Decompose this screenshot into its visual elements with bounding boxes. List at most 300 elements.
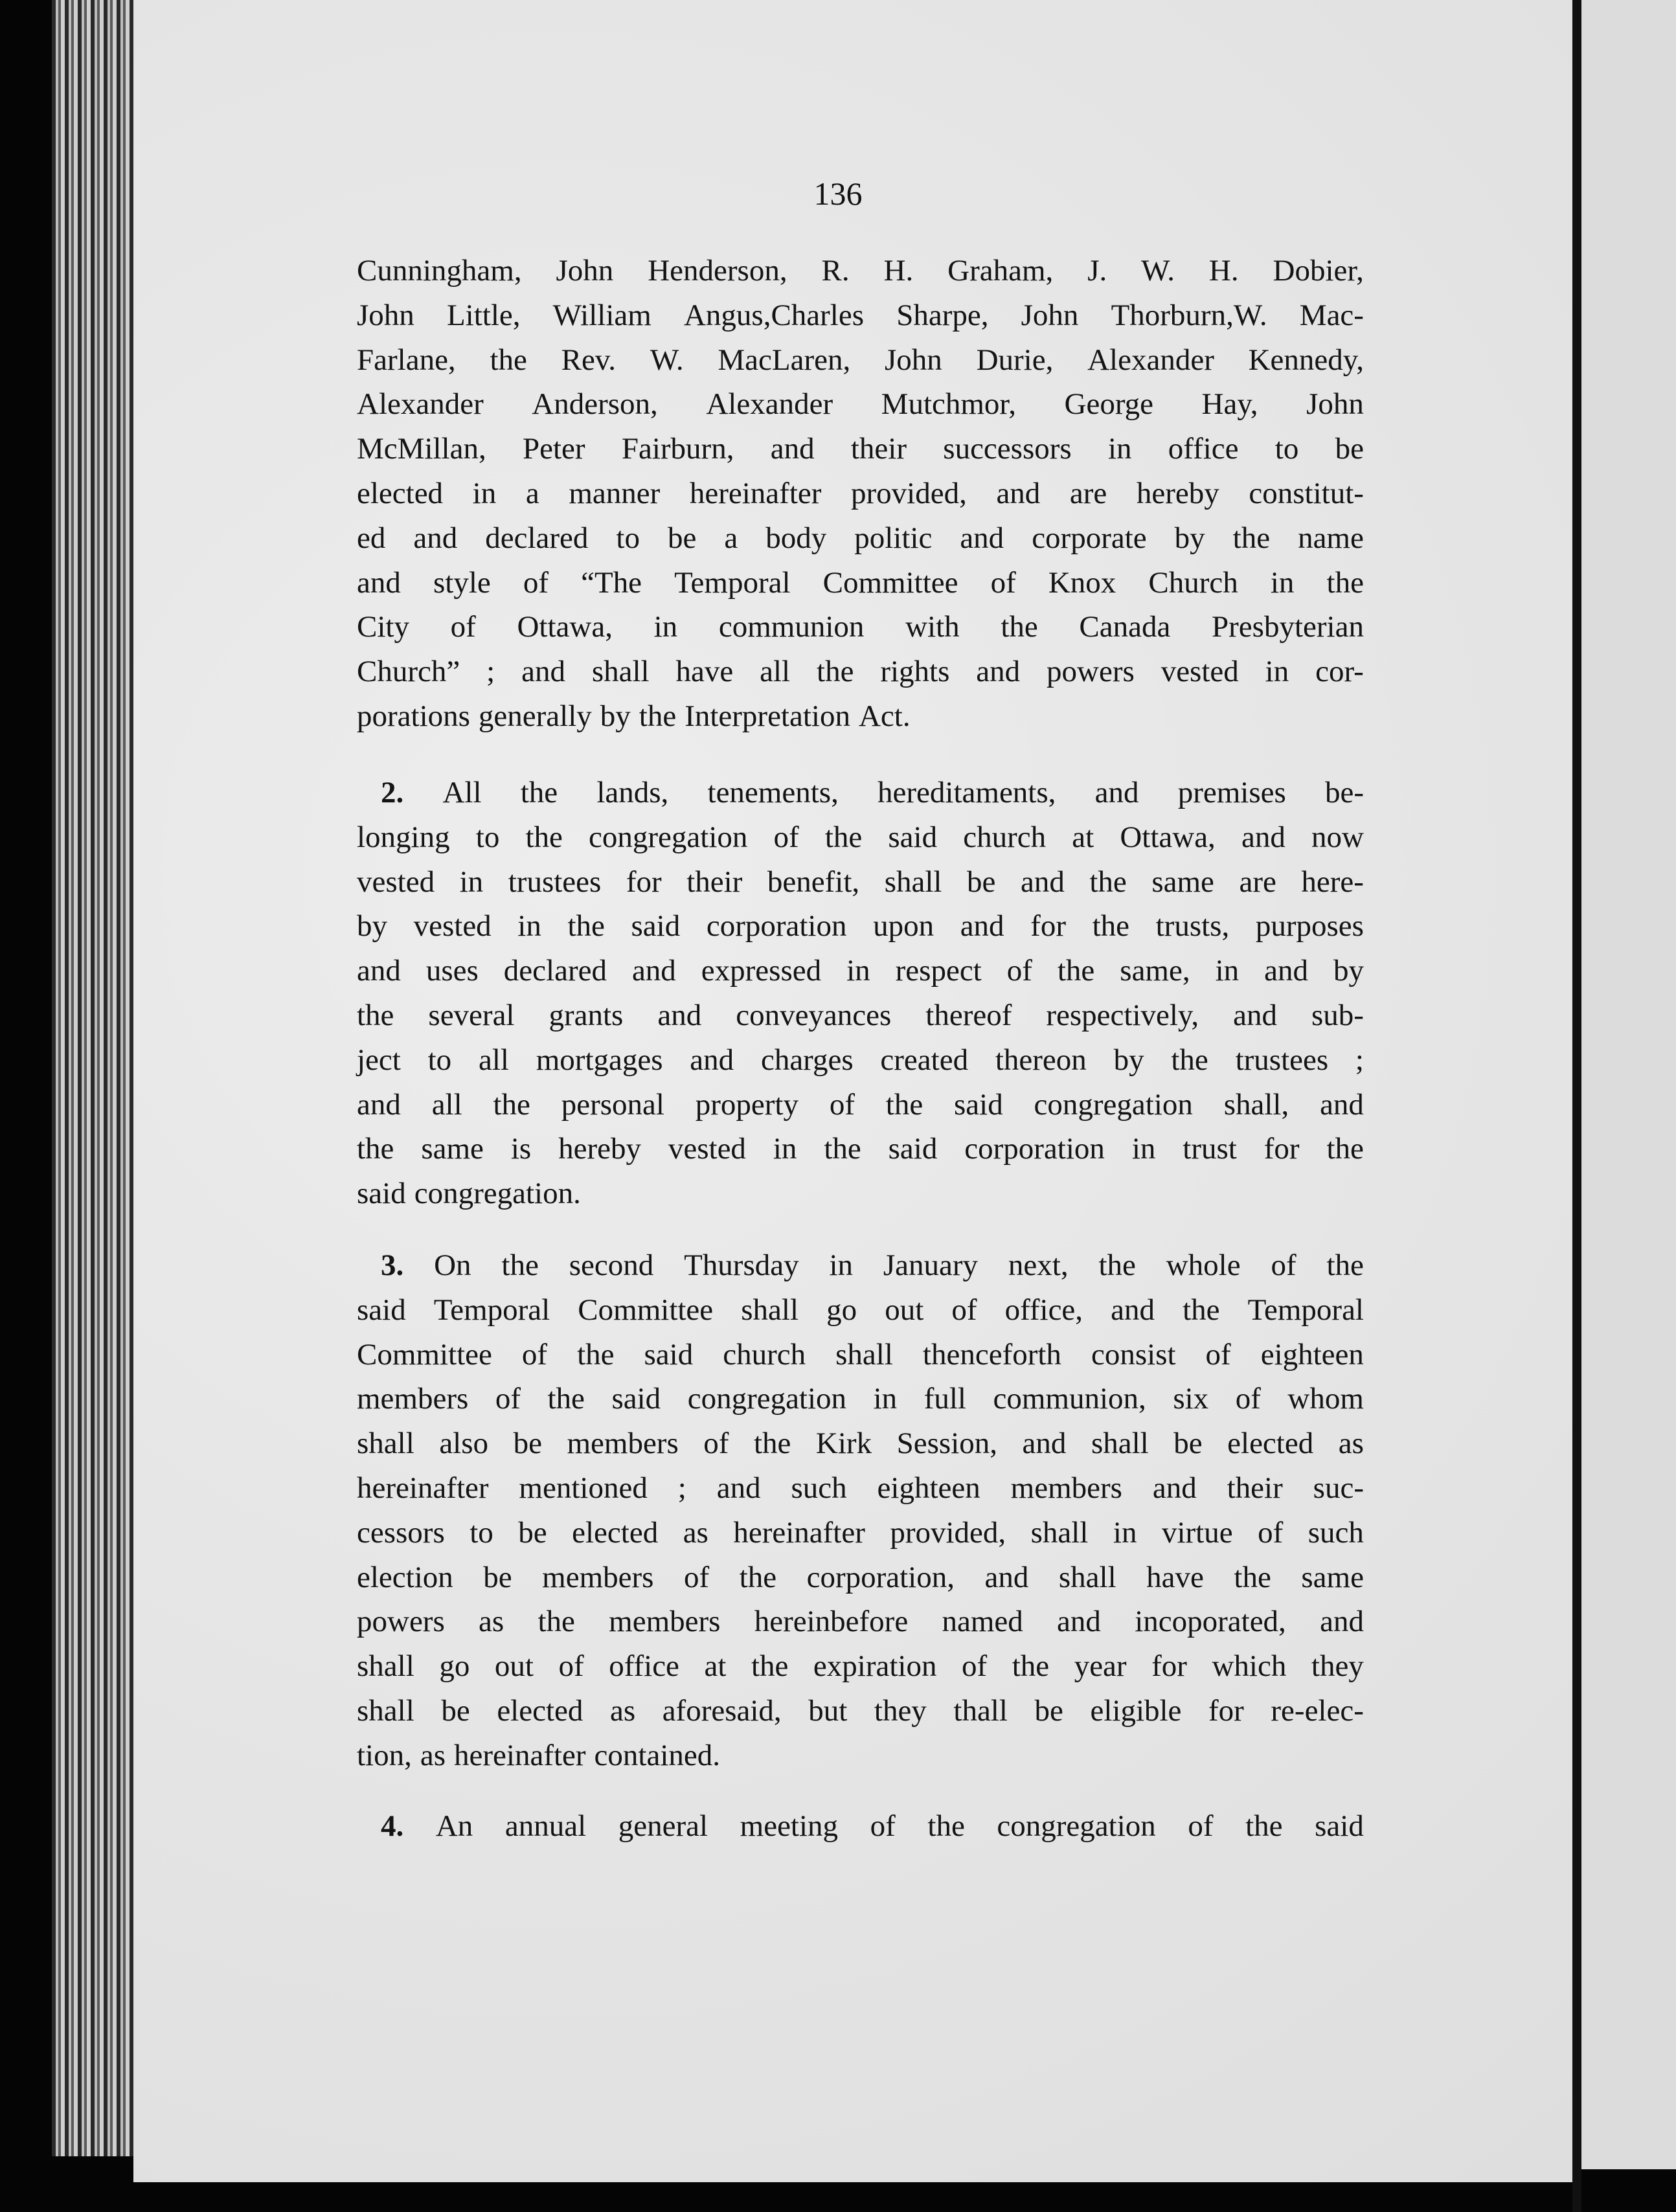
text-line [357,993,1364,1038]
word: elected [572,1515,659,1550]
word: of [523,565,549,600]
word: the [501,1248,539,1282]
word: ; [486,655,495,689]
word: powers [357,1605,445,1639]
word: style [433,565,491,600]
word: congregation [1034,1087,1193,1122]
word: said [888,1132,938,1166]
word: personal [561,1087,664,1122]
word: R. [821,254,850,288]
word: out [885,1292,924,1327]
word: and [357,565,401,600]
word: by [1333,954,1364,988]
facing-page-edge [1581,0,1676,2169]
word: members [542,1560,654,1594]
word: Rev. [561,343,617,377]
word: Mac- [1299,298,1364,332]
word: vested [357,864,435,899]
word: the [824,820,863,854]
word: Durie, [976,343,1054,377]
word: in [1215,954,1240,988]
word: the [1232,521,1271,555]
word: successors [943,432,1072,466]
word: for [1263,1132,1300,1166]
word: name [1298,521,1364,555]
text-line [357,1377,1364,1421]
word: Henderson, [648,254,787,288]
word: Ottawa, [1120,820,1216,854]
word: vested [413,909,492,943]
word: hereinafter [689,476,822,510]
word: Little, [446,298,521,332]
word: J. [1087,254,1107,288]
text-line [357,561,1364,605]
word: and [631,954,676,988]
word: for [1151,1649,1187,1684]
word: and [690,1043,734,1077]
word: as [420,1738,446,1772]
word: congregation. [414,1177,581,1211]
word: at [1072,820,1094,854]
word: in [829,1248,854,1282]
word: corporation, [806,1560,955,1594]
word: and [770,432,815,466]
word: and [1111,1292,1155,1327]
text-line [357,1038,1364,1083]
word: Mutchmor, [881,387,1016,422]
word: shall [1058,1560,1116,1594]
word: but [808,1693,848,1728]
word: shall [835,1337,893,1371]
word: same [421,1132,484,1166]
word: Church” [357,655,460,689]
paragraph-2 [357,771,1364,1216]
word: be [1173,1427,1203,1461]
word: go [439,1649,470,1684]
word: Angus,Charles [683,298,865,332]
word: of [558,1649,584,1684]
text-line [357,1804,1364,1849]
word: provided, [890,1515,1006,1550]
word: expiration [813,1649,937,1684]
word: said [357,1177,406,1211]
word: whom [1287,1382,1364,1416]
word: church [963,820,1047,854]
word: meeting [740,1809,839,1843]
text-line [357,1466,1364,1511]
word: such [791,1471,847,1505]
word: and [1320,1605,1364,1639]
word: corporation [964,1132,1105,1166]
word: and [1152,1471,1197,1505]
text-line [357,1511,1364,1555]
word: be [518,1515,547,1550]
word: On [434,1248,471,1282]
word: politic [854,521,933,555]
word: vested [1161,655,1239,689]
word: as [1338,1427,1364,1461]
word: out [494,1649,534,1684]
word: office [1168,432,1239,466]
word: cessors [357,1515,445,1550]
word: John [357,298,414,332]
word: same [1301,1560,1364,1594]
word: Interpretation [685,699,850,733]
word: they [1311,1649,1364,1684]
text-line [357,1689,1364,1733]
word: incoporated, [1135,1605,1286,1639]
word: Hay, [1201,387,1258,422]
word: Committee [357,1337,492,1371]
text-line [357,471,1364,516]
word: MacLaren, [718,343,851,377]
word: are [1069,476,1107,510]
word: and [657,998,702,1032]
word: ; [1355,1043,1364,1077]
word: members [357,1382,469,1416]
word: the [357,998,394,1032]
section-number: 3. [381,1248,404,1282]
word: and [1264,954,1309,988]
text-line [357,1083,1364,1127]
word: election [357,1560,453,1594]
word: Alexander [357,387,484,422]
text-line [357,1733,1364,1778]
word: which [1212,1649,1287,1684]
text-line [357,293,1364,338]
word: the [927,1809,965,1843]
word: next, [1008,1248,1069,1282]
word: in [1131,1132,1156,1166]
word: uses [425,954,479,988]
word: and [716,1471,761,1505]
word: the [1092,909,1130,943]
word: communion, [993,1382,1146,1416]
word: tenements, [707,776,839,809]
word: is [510,1132,532,1166]
word: go [826,1292,857,1327]
word: the [1326,565,1364,600]
word: the [817,655,854,689]
word: Peter [523,432,585,466]
word: ed [357,521,386,555]
word: the [577,1337,615,1371]
word: the [490,343,527,377]
word: John [885,343,942,377]
word: “The [581,565,642,600]
word: and [976,655,1021,689]
word: thereof [925,998,1012,1032]
word: ; [677,1471,686,1505]
word: of [683,1560,710,1594]
word: shall [357,1427,414,1461]
word: church [723,1337,806,1371]
word: hereinafter [357,1471,489,1505]
word: in [846,954,870,988]
word: all [760,655,791,689]
word: Alexander [706,387,833,422]
word: of [1006,954,1032,988]
word: shall [591,655,650,689]
word: and [960,521,1004,555]
word: of [990,565,1016,600]
word: of [495,1382,521,1416]
word: of [1205,1337,1231,1371]
word: aforesaid, [662,1693,782,1728]
word: the [1089,864,1127,899]
text-line [357,1599,1364,1644]
word: of [1235,1382,1261,1416]
word: created [880,1043,969,1077]
word: in [1107,432,1132,466]
word: members [567,1427,679,1461]
word: the [885,1087,923,1122]
word: eighteen [877,1471,980,1505]
word: trustees [1235,1043,1329,1077]
word: their [686,864,743,899]
word: in [1113,1515,1137,1550]
word: elected [1227,1427,1314,1461]
word: John [556,254,614,288]
word: said [644,1337,694,1371]
word: for [1030,909,1066,943]
word: to [475,820,500,854]
text-line [357,1171,1364,1216]
word: conveyances [736,998,892,1032]
word: the [751,1649,789,1684]
word: at [704,1649,727,1684]
word: hereinafter [454,1738,586,1772]
word: be- [1324,776,1364,809]
word: Dobier, [1273,254,1364,288]
word: and [357,1087,401,1122]
word: eighteen [1260,1337,1364,1371]
word: to [470,1515,493,1550]
word: said [611,1382,661,1416]
word: constitut- [1249,476,1364,510]
text-line [357,1421,1364,1466]
word: generally [478,699,592,733]
word: their [850,432,907,466]
word: same, [1120,954,1190,988]
word: in [1270,565,1295,600]
paragraph-4 [357,1804,1364,1849]
word: rights [880,655,950,689]
word: have [675,655,734,689]
word: the [1245,1809,1283,1843]
text-line [357,1127,1364,1171]
word: the [1001,610,1038,644]
word: of [450,610,476,644]
word: and [1320,1087,1364,1122]
word: sub- [1311,998,1364,1032]
word: of [870,1809,896,1843]
word: elected [497,1693,583,1728]
word: porations [357,699,470,733]
word: in [459,864,484,899]
word: be [1335,432,1364,466]
word: lands, [596,776,669,809]
word: corporation [706,909,847,943]
word: Alexander [1087,343,1214,377]
text-line [357,382,1364,427]
word: in [472,476,497,510]
text-line [357,427,1364,471]
word: six [1173,1382,1209,1416]
word: the [1171,1043,1208,1077]
word: of [1188,1809,1214,1843]
word: congregation [589,820,748,854]
word: Cunningham, [357,254,522,288]
word: John [1021,298,1079,332]
word: full [923,1382,966,1416]
word: virtue [1161,1515,1233,1550]
word: said [357,1292,406,1327]
word: hereby [558,1132,641,1166]
word: January [883,1248,979,1282]
word: Committee [822,565,958,600]
word: and [960,909,1004,943]
text-line [357,605,1364,649]
word: manner [569,476,661,510]
word: Sharpe, [896,298,989,332]
word: premises [1177,776,1286,809]
paragraph-1 [357,249,1364,739]
word: be [513,1427,542,1461]
word: William [552,298,651,332]
word: and [1022,1427,1067,1461]
book-page-edges [52,0,136,2156]
text-line [357,649,1364,694]
word: McMillan, [357,432,486,466]
word: shall [884,864,942,899]
word: Ottawa, [517,610,613,644]
word: hereinbefore [754,1605,909,1639]
word: and [1233,998,1277,1032]
word: in [653,610,678,644]
word: provided, [851,476,967,510]
word: An [435,1809,473,1843]
word: Temporal [433,1292,550,1327]
word: thereon [995,1043,1087,1077]
word: several [428,998,515,1032]
word: members [609,1605,721,1639]
word: be [1034,1693,1063,1728]
word: year [1074,1649,1127,1684]
word: mortgages [536,1043,663,1077]
text-line [357,1333,1364,1377]
word: Graham, [947,254,1054,288]
word: a [525,476,539,510]
word: the [1012,1649,1050,1684]
word: of [951,1292,977,1327]
word: hereinafter [733,1515,865,1550]
word: and [357,954,401,988]
word: and [1094,776,1139,809]
section-number: 2. [381,776,404,809]
word: contained. [594,1738,720,1772]
text-line [357,904,1364,949]
word: by [1174,521,1205,555]
word: in [773,1132,797,1166]
word: declared [503,954,607,988]
text-line [357,1243,1364,1288]
word: Act. [858,699,911,733]
word: as [609,1693,636,1728]
word: vested [668,1132,746,1166]
section-number: 4. [381,1809,404,1843]
word: all [478,1043,509,1077]
word: trustees [508,864,602,899]
word: Kirk [815,1427,872,1461]
word: Session, [896,1427,997,1461]
word: declared [485,521,589,555]
word: of [521,1337,548,1371]
word: hereditaments, [878,776,1056,809]
word: of [962,1649,988,1684]
word: H. [1208,254,1239,288]
word: the [739,1560,777,1594]
word: grants [549,998,624,1032]
word: congregation [687,1382,847,1416]
word: the [1326,1248,1364,1282]
word: John [1306,387,1364,422]
word: shall [357,1693,414,1728]
word: the [547,1382,585,1416]
word: the [824,1132,861,1166]
word: respect [895,954,982,988]
word: are [1239,864,1276,899]
word: as [479,1605,504,1639]
word: named [942,1605,1023,1639]
text-line [357,516,1364,561]
word: All [442,776,482,809]
word: shall [741,1292,799,1327]
word: Thorburn,W. [1111,298,1267,332]
word: W. [1141,254,1175,288]
word: said [888,820,938,854]
word: eligible [1090,1693,1182,1728]
word: said [954,1087,1003,1122]
text-line [357,338,1364,383]
word: the [639,699,677,733]
word: trust [1183,1132,1237,1166]
word: Temporal [674,565,791,600]
word: whole [1166,1248,1241,1282]
word: of [773,820,799,854]
word: of [1258,1515,1284,1550]
word: tion, [357,1738,412,1772]
text-line [357,1288,1364,1333]
word: shall [1091,1427,1149,1461]
word: mentioned [519,1471,648,1505]
word: property [695,1087,798,1122]
word: corporate [1032,521,1147,555]
word: a [724,521,738,555]
word: Presbyterian [1212,610,1364,644]
word: for [1208,1693,1244,1728]
word: charges [760,1043,854,1077]
word: to [616,521,640,555]
word: the [538,1605,575,1639]
word: the [1234,1560,1271,1594]
word: with [905,610,960,644]
word: communion [718,610,865,644]
word: the [357,1132,394,1166]
text-line [357,771,1364,815]
text-line [357,860,1364,905]
word: in [517,909,541,943]
